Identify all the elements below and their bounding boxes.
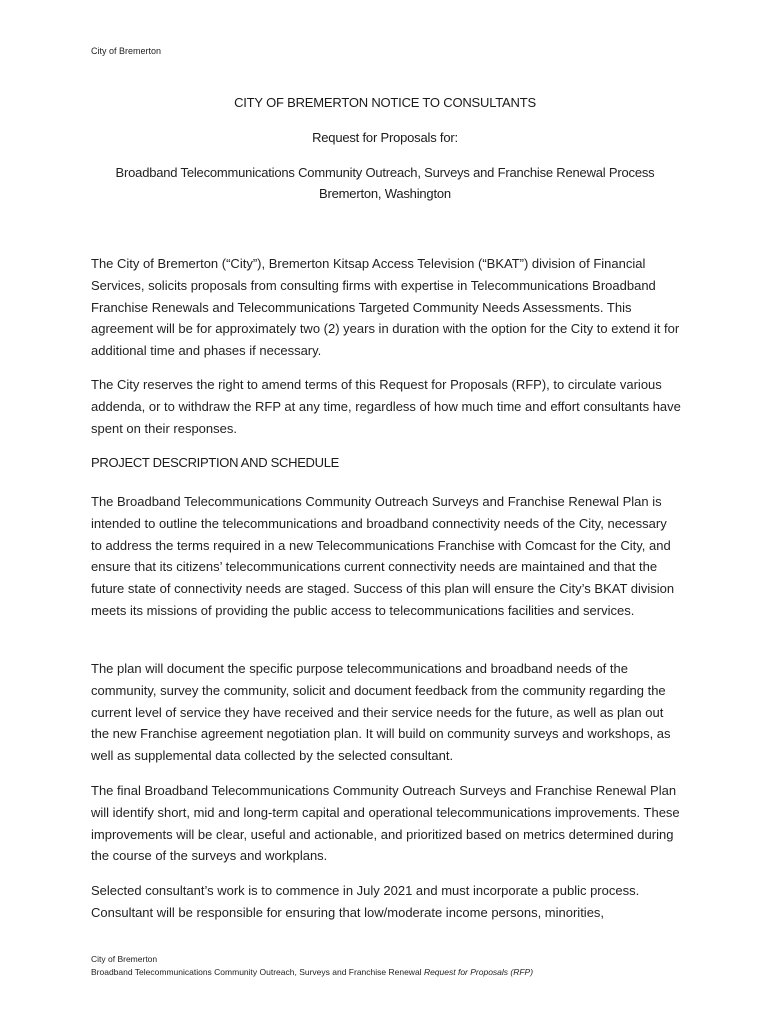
paragraph-text: Selected consultant’s work is to commence in July 2021 and must incorporate a public process. Consultant will be responsible for ensuring that low/moderate income persons, minorities, xyxy=(91,883,640,920)
page-footer xyxy=(91,953,533,979)
paragraph-text: The Broadband Telecommunications Community Outreach Surveys and Franchise Renewal Plan is intended to outline the telecommunications and broadband connectivity needs of the City, necessary to address the terms required in a new Telecommunications Franchise with Comcast for the City, and ensure that its citizens’ telecommunications current connectivity needs are maintained and that the future state of connectivity needs are staged. Success of this plan will ensure the City’s BKAT division meets its missions of providing the public access to telecommunications facilities and services. xyxy=(91,494,675,618)
footer-line-2 xyxy=(91,966,533,979)
rfp-subtitle: Request for Proposals for: xyxy=(312,130,458,145)
consultant-work-paragraph xyxy=(91,880,681,924)
paragraph-text: The City of Bremerton (“City”), Bremerton Kitsap Access Television (“BKAT”) division of Financial Services, solicits proposals from consulting firms with expertise in Telecommunications Broadband Franchise Renewals and Telecommunications Targeted Community Needs Assessments. This agreement will be for approximately two (2) years in duration with the option for the City to extend it for additional time and phases if necessary. xyxy=(91,256,680,359)
running-header: City of Bremerton xyxy=(91,46,162,56)
notice-title: CITY OF BREMERTON NOTICE TO CONSULTANTS xyxy=(234,95,536,110)
footer-line-2-italic: Request for Proposals (RFP) xyxy=(423,967,534,977)
paragraph-text: The final Broadband Telecommunications Community Outreach Surveys and Franchise Renewal Plan will identify short, mid and long-term capital and operational telecommunications improvements. These improvements will be clear, useful and actionable, and prioritized based on metrics determined during the course of the surveys and workplans. xyxy=(91,783,680,864)
plan-paragraph xyxy=(91,658,681,767)
footer-line-2-plain: Broadband Telecommunications Community Outreach, Surveys and Franchise Renewal xyxy=(91,967,424,977)
project-title: Broadband Telecommunications Community Outreach, Surveys and Franchise Renewal Process xyxy=(115,165,655,180)
location-title: Bremerton, Washington xyxy=(319,186,451,201)
paragraph-text: The City reserves the right to amend terms of this Request for Proposals (RFP), to circulate various addenda, or to withdraw the RFP at any time, regardless of how much time and effort consultants have spent on their responses. xyxy=(91,377,681,436)
intro-paragraph xyxy=(91,253,681,362)
paragraph-text: The plan will document the specific purpose telecommunications and broadband needs of the community, survey the community, solicit and document feedback from the community regarding the current level of service they have received and their service needs for the future, as well as plan out the new Franchise agreement negotiation plan. It will build on community surveys and workshops, as well as supplemental data collected by the selected consultant. xyxy=(91,661,671,764)
section-heading: PROJECT DESCRIPTION AND SCHEDULE xyxy=(91,455,340,470)
footer-line-1: City of Bremerton xyxy=(91,954,158,964)
final-plan-paragraph xyxy=(91,780,681,867)
reservation-paragraph xyxy=(91,374,681,439)
project-description-paragraph xyxy=(91,491,681,622)
